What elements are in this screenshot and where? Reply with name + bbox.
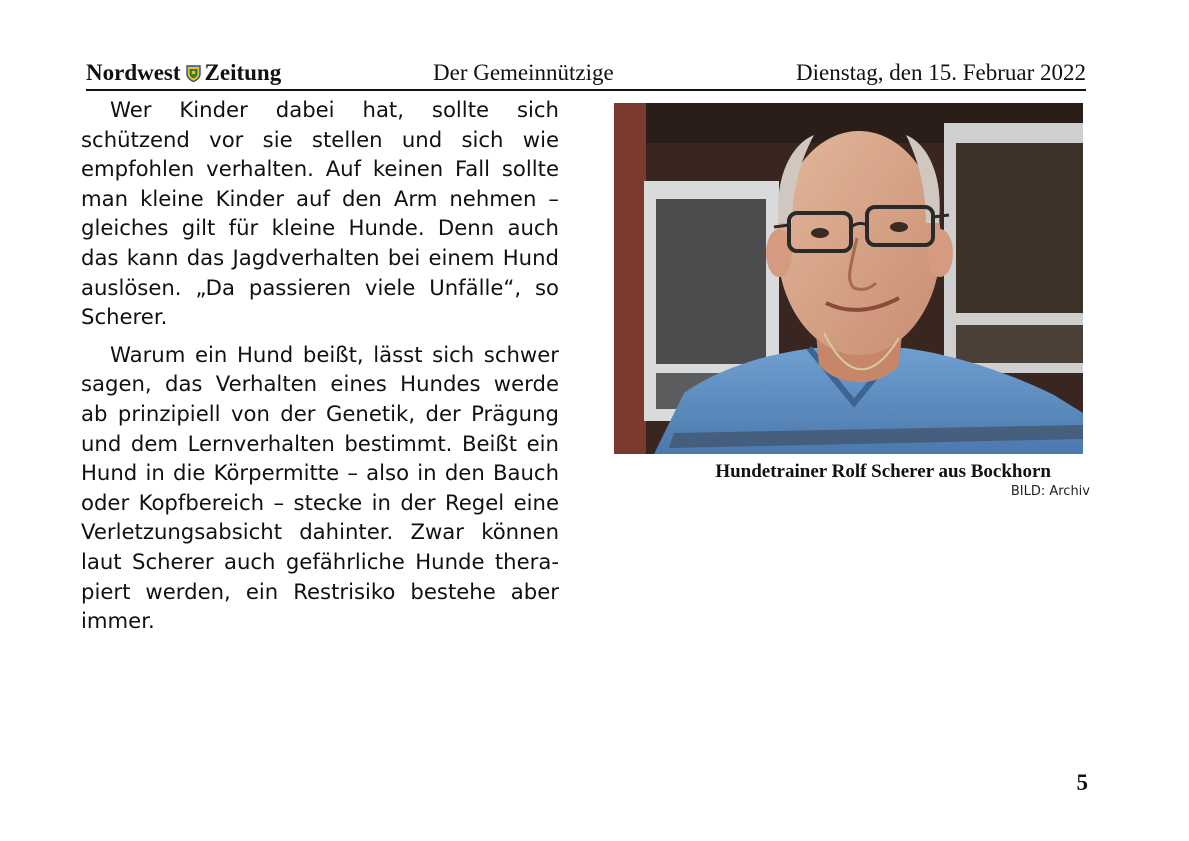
article-paragraph-1: Wer Kinder dabei hat, sollte sich schützend vor sie stellen und sich wie empfohlen verhalten. Auf keinen Fall sollte man kleine Kinder auf den Arm nehmen – gleiches gilt für kleine Hunde. Denn auch das kann das Jagdverhalten bei einem Hund auslösen. „Da passieren viele Unfälle“, so Scherer.: [81, 97, 559, 330]
article-column: [81, 95, 559, 636]
portrait-photo: [614, 103, 1083, 454]
section-title: Der Gemeinnützige: [433, 60, 614, 85]
article-paragraph-2: Warum ein Hund beißt, lässt sich schwer sagen, das Verhalten eines Hundes werde ab prinzipiell von der Genetik, der Prägung und dem Lernverhalten bestimmt. Beißt ein Hund in die Körpermitte – also in den Bauch oder Kopfbereich – stecke in der Regel eine Verletzungsabsicht dahinter. Zwar können laut Scherer auch gefährliche Hunde therapiert werden, ein Restrisiko bestehe aber immer.: [81, 341, 559, 634]
masthead-right: Zeitung: [204, 60, 282, 85]
photo-caption: Hundetrainer Rolf Scherer aus Bockhorn: [715, 461, 1051, 482]
page-header: [86, 58, 1086, 88]
page-number: 5: [1076, 770, 1088, 795]
masthead-left: Nordwest: [86, 60, 181, 85]
header-rule: [86, 89, 1086, 91]
masthead: [86, 60, 281, 86]
coat-of-arms-icon: [186, 65, 201, 82]
issue-date: Dienstag, den 15. Februar 2022: [796, 60, 1086, 85]
photo-credit: BILD: Archiv: [1010, 484, 1090, 499]
portrait-illustration: [614, 103, 1083, 454]
